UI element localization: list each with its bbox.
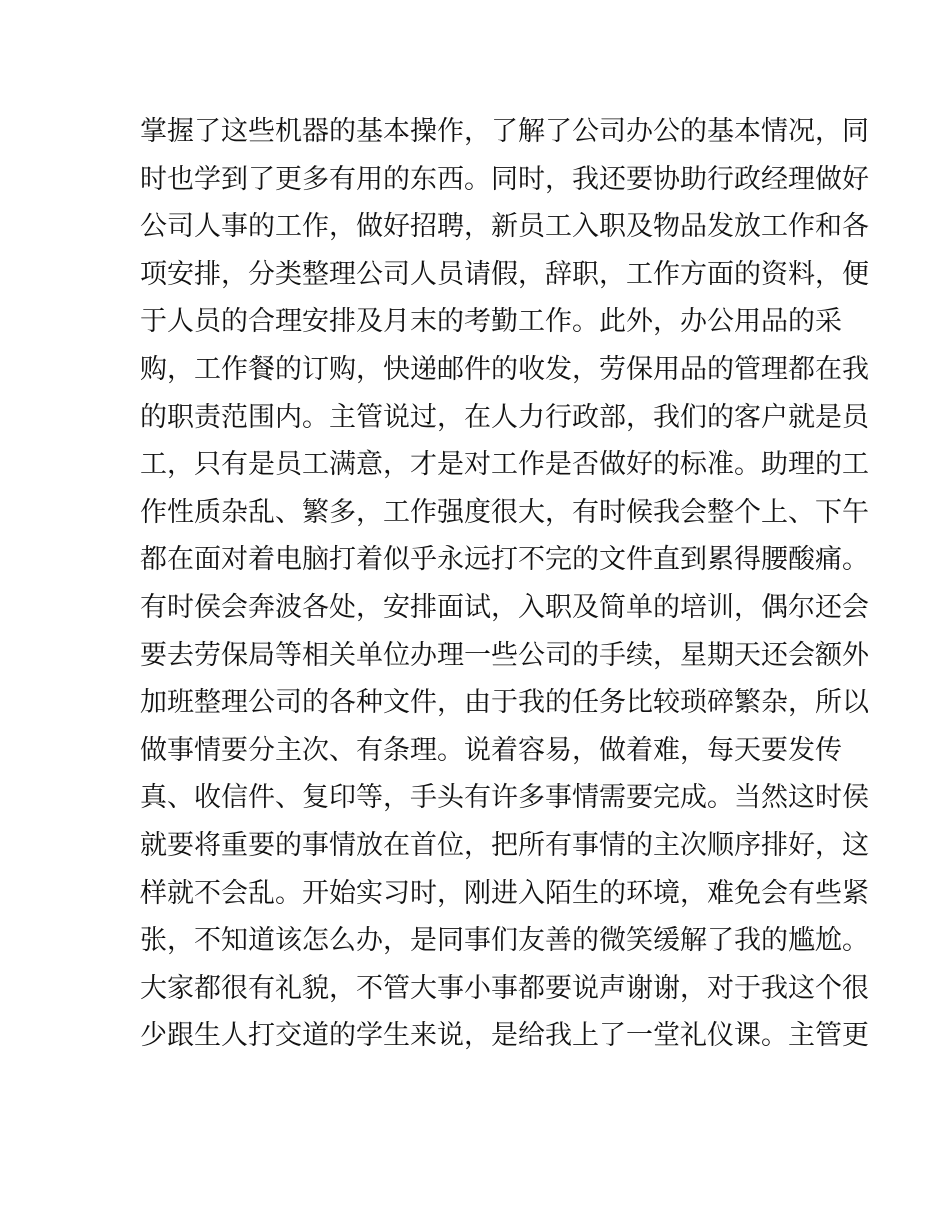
text-line: 张，不知道该怎么办，是同事们友善的微笑缓解了我的尴尬。 — [140, 925, 869, 957]
text-line: 购，工作餐的订购，快递邮件的收发，劳保用品的管理都在我 — [140, 353, 869, 385]
text-line: 工，只有是员工满意，才是对工作是否做好的标准。助理的工 — [140, 449, 869, 481]
body-text — [140, 108, 869, 1060]
text-line: 的职责范围内。主管说过，在人力行政部，我们的客户就是员 — [140, 401, 869, 433]
text-line: 做事情要分主次、有条理。说着容易，做着难，每天要发传 — [140, 734, 842, 766]
text-line: 时也学到了更多有用的东西。同时，我还要协助行政经理做好 — [140, 163, 869, 195]
text-line: 项安排，分类整理公司人员请假，辞职，工作方面的资料，便 — [140, 258, 869, 290]
text-line: 样就不会乱。开始实习时，刚进入陌生的环境，难免会有些紧 — [140, 877, 869, 909]
text-line: 公司人事的工作，做好招聘，新员工入职及物品发放工作和各 — [140, 211, 869, 243]
text-line: 真、收信件、复印等，手头有许多事情需要完成。当然这时侯 — [140, 782, 869, 814]
text-line: 作性质杂乱、繁多，工作强度很大，有时候我会整个上、下午 — [140, 496, 869, 528]
text-line: 加班整理公司的各种文件，由于我的任务比较琐碎繁杂，所以 — [140, 687, 869, 719]
text-line: 就要将重要的事情放在首位，把所有事情的主次顺序排好，这 — [140, 829, 869, 861]
text-line: 少跟生人打交道的学生来说，是给我上了一堂礼仪课。主管更 — [140, 1020, 869, 1052]
text-line: 于人员的合理安排及月末的考勤工作。此外，办公用品的采 — [140, 306, 842, 338]
text-line: 大家都很有礼貌，不管大事小事都要说声谢谢，对于我这个很 — [140, 972, 869, 1004]
text-line: 掌握了这些机器的基本操作，了解了公司办公的基本情况，同 — [140, 116, 869, 147]
text-line: 都在面对着电脑打着似乎永远打不完的文件直到累得腰酸痛。 — [140, 544, 869, 576]
text-line: 有时侯会奔波各处，安排面试，入职及简单的培训，偶尔还会 — [140, 591, 869, 623]
text-line: 要去劳保局等相关单位办理一些公司的手续，星期天还会额外 — [140, 639, 869, 671]
